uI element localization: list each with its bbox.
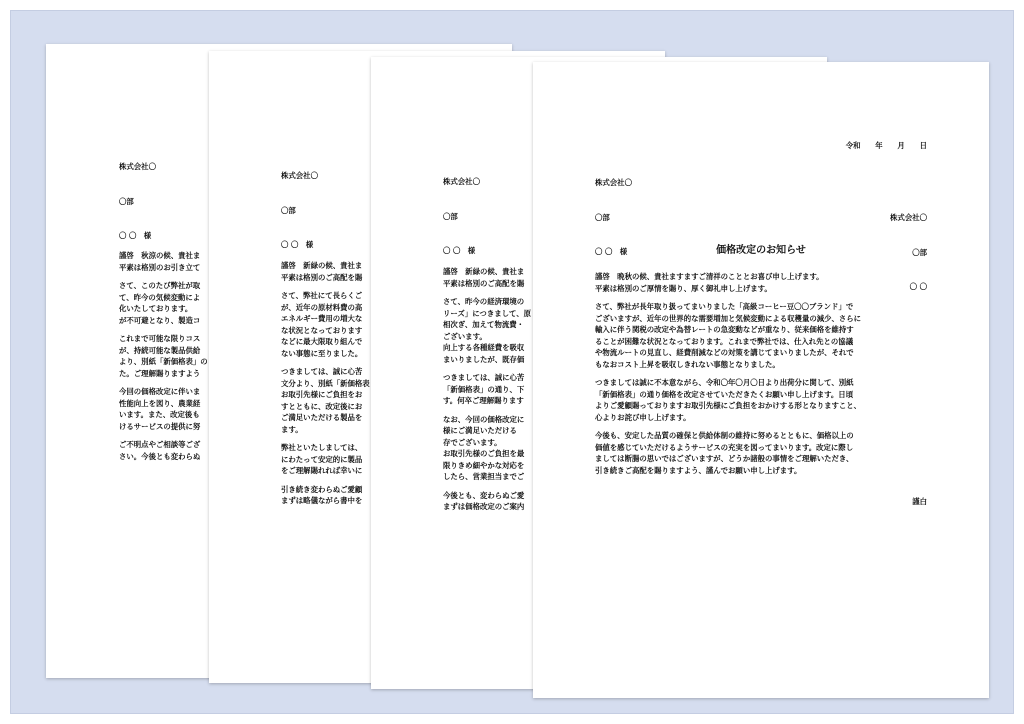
recipient-block — [443, 153, 480, 280]
body-line: が不可避となり、製造コ — [119, 315, 201, 325]
body-line: などに最大限取り組んで — [281, 337, 363, 346]
recipient-block — [281, 147, 318, 274]
body-line: これまで可能な限りコス — [119, 334, 201, 343]
body-line: 平素は格別のご高配を賜 — [281, 272, 363, 282]
recipient-company: 株式会社〇 — [443, 177, 480, 186]
body-line: まいりましたが、既存価 — [443, 354, 525, 364]
body-paragraph — [119, 333, 208, 379]
body-line: まずは略儀ながら書中を — [281, 496, 363, 505]
body-line: ございます。 — [443, 331, 487, 341]
body-paragraph — [281, 260, 370, 283]
body-paragraph — [281, 442, 370, 477]
body-line: ご不明点やご相談等ござ — [119, 440, 201, 449]
body-paragraph — [119, 280, 208, 326]
body-line: 文分より、別紙「新価格表 — [281, 378, 370, 388]
body-line: お取引先様にご負担をお — [281, 390, 363, 399]
body-line: 輸入に伴う関税の改定や為替レートの急変動などが重なり、従来価格を維持す — [595, 325, 854, 334]
body-line: にわたって安定的に製品 — [281, 454, 363, 464]
sender-name: 〇 〇 — [909, 282, 927, 291]
body-line: が、持続可能な製品供給 — [119, 345, 201, 355]
body-line: います。また、改定後も — [119, 410, 200, 419]
body-line: ましては断腸の思いではございますが、どうか諸般の事情をご理解いただき、 — [595, 454, 854, 463]
body-line: 価値を感じていただけるようサービスの充実を図ってまいります。改定に際し — [595, 442, 854, 452]
body-line: けるサービスの提供に努 — [119, 421, 201, 431]
body-paragraph — [119, 250, 208, 273]
body-line: より、別紙「新価格表」の — [119, 357, 208, 366]
letter-date: 令和 年 月 日 — [845, 141, 927, 150]
recipient-name: 〇 〇 様 — [595, 247, 628, 256]
body-line: 引き続き変わらぬご愛顧 — [281, 484, 363, 494]
body-line: が、近年の原材料費の高 — [281, 302, 363, 312]
body-line: 様にご満足いただける — [443, 426, 517, 435]
sender-company: 株式会社〇 — [890, 213, 927, 222]
recipient-dept: 〇部 — [119, 196, 134, 206]
body-line: さて、昨今の経済環境の — [443, 297, 525, 306]
recipient-company: 株式会社〇 — [281, 171, 318, 180]
body-line: ご満足いただける製品を — [281, 413, 363, 422]
recipient-name: 〇 〇 様 — [281, 240, 314, 249]
body-line: す。何卒ご理解賜ります — [443, 396, 524, 405]
body-paragraph — [443, 266, 531, 289]
body-line: ない事態に至りました。 — [281, 348, 363, 358]
letter-body — [119, 250, 208, 469]
body-line: なお、今回の価格改定に — [443, 414, 525, 424]
body-line: お取引先様のご負担を最 — [443, 449, 525, 458]
body-line: な状況となっております — [281, 325, 363, 335]
body-line: 「新価格表」の通り、下 — [443, 384, 525, 394]
body-line: 存でございます。 — [443, 437, 502, 447]
recipient-dept: 〇部 — [443, 211, 458, 221]
recipient-dept: 〇部 — [281, 205, 296, 215]
body-line: 性能向上を図り、農業経 — [119, 398, 201, 408]
body-line: さて、弊社にて長らくご — [281, 291, 363, 300]
body-paragraph — [595, 377, 861, 423]
body-paragraph — [281, 290, 370, 359]
recipient-dept: 〇部 — [595, 212, 610, 222]
body-line: 平素は格別のご厚情を賜り、厚く御礼申し上げます。 — [595, 283, 772, 293]
body-paragraph — [119, 386, 208, 432]
body-paragraph — [119, 439, 208, 462]
sender-dept: 〇部 — [912, 247, 927, 257]
recipient-name: 〇 〇 様 — [119, 231, 152, 240]
letter-body — [281, 260, 370, 514]
letter-body — [595, 271, 861, 483]
body-paragraph — [595, 301, 861, 370]
body-line: や物流ルートの見直し、経費削減などの対策を講じてまいりましたが、それで — [595, 348, 854, 357]
body-line: 謹啓 新緑の候、貴社ま — [443, 267, 525, 276]
body-line: 今回の価格改定に伴いま — [119, 387, 201, 396]
body-line: 謹啓 新緑の候、貴社ま — [281, 261, 363, 270]
letter-body — [443, 266, 531, 520]
body-line: 謹啓 晩秋の候、貴社ますますご清祥のこととお喜び申し上げます。 — [595, 272, 824, 281]
body-line: ます。 — [281, 424, 303, 434]
recipient-company: 株式会社〇 — [595, 178, 632, 187]
body-line: まずは価格改定のご案内 — [443, 502, 525, 511]
body-line: よりご愛顧賜っておりますお取引先様にご負担をおかけする形となりますこと、 — [595, 401, 862, 410]
body-line: て、昨今の気候変動によ — [119, 292, 201, 302]
body-paragraph — [281, 366, 370, 435]
body-line: 弊社といたしましては、 — [281, 443, 363, 452]
body-line: すとともに、改定後にお — [281, 401, 363, 411]
recipient-block — [119, 138, 156, 265]
body-line: 今後も、安定した品質の確保と供給体制の維持に努めるとともに、価格以上の — [595, 431, 854, 440]
body-line: た。ご理解賜りますよう — [119, 368, 201, 378]
body-paragraph — [443, 490, 531, 513]
recipient-name: 〇 〇 様 — [443, 246, 476, 255]
recipient-company: 株式会社〇 — [119, 162, 156, 171]
page-background — [10, 10, 1014, 714]
body-line: さい。今後とも変わらぬ — [119, 451, 201, 461]
body-paragraph — [595, 271, 861, 294]
body-line: 「新価格表」の通り価格を改定させていただきたくお願い申し上げます。日頃 — [595, 389, 854, 399]
body-line: 謹啓 秋涼の候、貴社ま — [119, 251, 201, 260]
body-paragraph — [443, 372, 531, 407]
body-line: 引き続きご高配を賜りますよう、謹んでお願い申し上げます。 — [595, 465, 802, 475]
body-line: エネルギー費用の増大な — [281, 314, 363, 323]
body-line: ございますが、近年の世界的な需要増加と気候変動による収穫量の減少、さらに — [595, 313, 862, 323]
letter-title: 価格改定のお知らせ — [716, 245, 806, 256]
body-line: 限りきめ細やかな対応を — [443, 460, 525, 470]
body-paragraph — [595, 430, 861, 476]
body-line: つきましては、誠に心苦 — [281, 367, 363, 376]
body-line: したら、営業担当までご — [443, 472, 525, 481]
body-line: 平素は格別のお引き立て — [119, 262, 201, 272]
body-line: 心よりお詫び申し上げます。 — [595, 412, 691, 422]
body-paragraph — [443, 414, 531, 483]
body-line: 向上する各種経費を吸収 — [443, 343, 525, 352]
body-line: 化いたしております。 — [119, 304, 193, 313]
letter-sheet-4 — [533, 62, 989, 698]
body-line: つきましては、誠に心苦 — [443, 373, 525, 382]
recipient-block — [595, 154, 632, 281]
body-line: さて、このたび弊社が取 — [119, 281, 201, 290]
body-paragraph — [281, 484, 370, 507]
body-line: ることが困難な状況となっております。これまで弊社では、仕入れ先との協議 — [595, 336, 854, 346]
body-line: さて、弊社が長年取り扱ってまいりました「高級コーヒー豆〇〇ブランド」で — [595, 302, 854, 311]
letter-closing: 謹白 — [912, 497, 927, 506]
body-line: 相次ぎ、加えて物流費・ — [443, 320, 525, 329]
body-line: をご理解賜れれば幸いに — [281, 466, 363, 475]
body-line: つきましては誠に不本意ながら、令和〇年〇月〇日より出荷分に関して、別紙 — [595, 378, 854, 387]
body-line: リーズ」につきまして、原 — [443, 308, 532, 318]
body-line: 平素は格別のご高配を賜 — [443, 278, 525, 288]
body-line: もなおコスト上昇を吸収しきれない事態となりました。 — [595, 359, 780, 369]
body-paragraph — [443, 296, 531, 365]
body-line: 今後とも、変わらぬご愛 — [443, 490, 525, 500]
